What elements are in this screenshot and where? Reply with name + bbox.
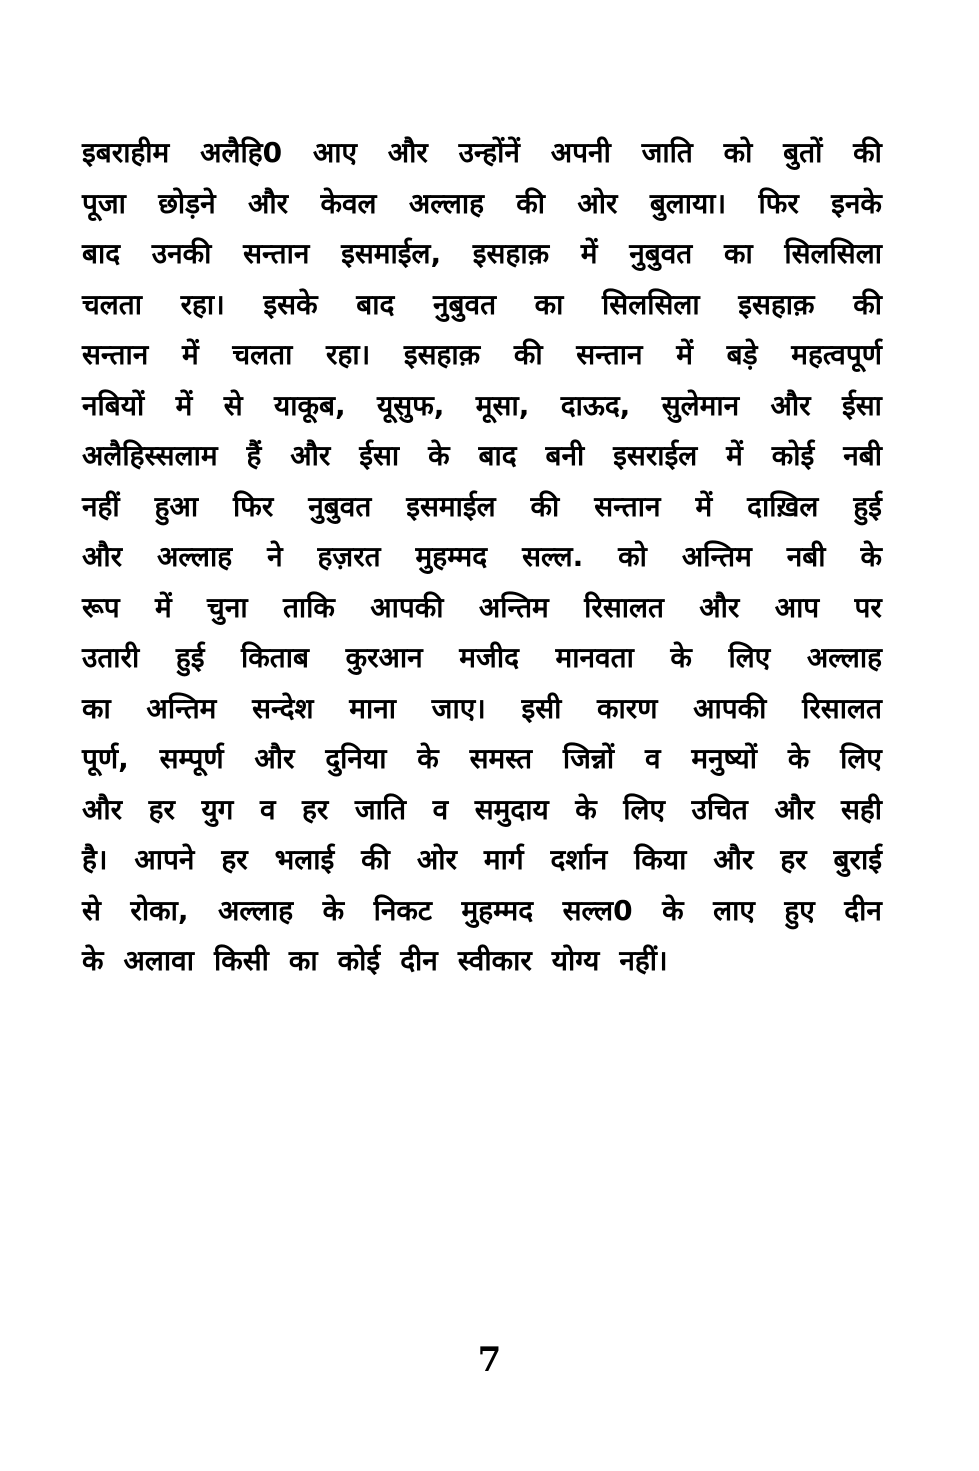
word: की	[516, 186, 546, 220]
word: कारण	[597, 691, 658, 725]
word: कोई	[771, 439, 815, 472]
word: समस्त	[469, 742, 533, 775]
text-line	[82, 179, 882, 230]
word: मजीद	[459, 641, 519, 674]
word: के	[322, 893, 345, 927]
word: बड़े	[726, 338, 758, 371]
word: और	[770, 388, 811, 422]
word: इसमाईल	[406, 489, 496, 523]
word: सन्तान	[576, 338, 643, 371]
word: अन्तिम	[681, 540, 752, 573]
word: में	[695, 489, 713, 523]
word: इसमाईल,	[341, 237, 442, 270]
word: पूर्ण,	[82, 742, 129, 775]
word: अल्लाह	[806, 641, 882, 674]
word: रहा।	[180, 287, 225, 321]
word: और	[699, 590, 740, 624]
text-line	[82, 633, 882, 684]
word: निकट	[373, 893, 433, 927]
word: व	[644, 742, 661, 775]
word: लिए	[728, 641, 771, 674]
word: चलता	[82, 287, 142, 321]
word: कोई	[337, 944, 381, 977]
word: नबी	[843, 439, 882, 472]
word: सन्देश	[252, 691, 314, 725]
word: इसहाक़	[738, 287, 815, 321]
text-line	[82, 381, 882, 432]
word: दीन	[400, 944, 438, 977]
word: अल्लाह	[408, 186, 484, 220]
word: हर	[780, 843, 807, 876]
text-line	[82, 835, 882, 886]
word: इसहाक़	[472, 237, 550, 270]
word: इबराहीम	[82, 136, 170, 169]
word: नबी	[786, 540, 826, 573]
word: चुना	[207, 590, 248, 624]
word: के	[82, 944, 104, 977]
word: के	[860, 540, 882, 573]
word: सन्तान	[594, 489, 661, 523]
word: नहीं	[82, 489, 120, 523]
word: आपने	[134, 843, 195, 876]
word: के	[670, 641, 692, 674]
word: इसके	[263, 287, 318, 321]
word: ताकि	[282, 590, 335, 624]
word: की	[361, 843, 390, 876]
word: अन्तिम	[478, 590, 549, 624]
word: मुहम्मद	[461, 893, 534, 927]
text-line	[82, 684, 882, 735]
word: रिसालत	[584, 590, 664, 624]
word: व	[432, 792, 449, 826]
word: अल्लाह	[218, 893, 294, 927]
word: जिन्नों	[562, 742, 615, 775]
word: याकूब,	[274, 388, 346, 422]
word: दाख़िल	[747, 489, 819, 523]
word: इसी	[521, 691, 562, 725]
text-line	[82, 785, 882, 836]
word: पूजा	[82, 186, 126, 220]
text-line	[82, 532, 882, 583]
word: नबियों	[82, 388, 145, 422]
word: उन्होंनें	[458, 136, 520, 169]
word: का	[82, 691, 111, 725]
word: फिर	[233, 489, 274, 523]
word: की	[853, 136, 882, 169]
word: कुरआन	[345, 641, 423, 674]
word: किताब	[241, 641, 310, 674]
word: अलैहि0	[200, 136, 283, 169]
text-line	[82, 229, 882, 280]
text-line	[82, 886, 882, 937]
word: जाति	[641, 136, 693, 169]
word: में	[726, 439, 743, 472]
word: इसहाक़	[403, 338, 481, 371]
word: दुनिया	[325, 742, 387, 775]
word: हुई	[175, 641, 205, 674]
word: स्वीकार	[457, 944, 532, 977]
word: ने	[267, 540, 283, 573]
word: ओर	[416, 843, 457, 876]
text-line	[82, 128, 882, 179]
word: सल्ल0	[562, 893, 633, 927]
word: हर	[221, 843, 248, 876]
word: रोका,	[130, 893, 189, 927]
word: सिलसिला	[602, 287, 700, 321]
word: बाद	[356, 287, 395, 321]
word: के	[787, 742, 810, 775]
word: चलता	[232, 338, 293, 371]
word: यूसुफ,	[377, 388, 445, 422]
word: पर	[854, 590, 882, 624]
word: सन्तान	[82, 338, 149, 371]
word: किसी	[213, 944, 269, 977]
word: अपनी	[550, 136, 611, 169]
word: लिए	[840, 742, 882, 775]
word: इसराईल	[613, 439, 698, 472]
text-line	[82, 431, 882, 482]
word: जाए।	[431, 691, 486, 725]
word: और	[387, 136, 428, 169]
word: में	[175, 388, 193, 422]
word: आए	[312, 136, 357, 169]
word: सुलेमान	[661, 388, 740, 422]
word: रिसालत	[802, 691, 882, 725]
word: दीन	[844, 893, 882, 927]
word: माना	[349, 691, 397, 725]
word: व	[259, 792, 276, 826]
word: बुतों	[783, 136, 823, 169]
word: के	[662, 893, 684, 927]
word: बुराई	[833, 843, 882, 876]
word: है।	[82, 843, 108, 876]
word: में	[154, 590, 172, 624]
word: हर	[148, 792, 175, 826]
word: और	[82, 540, 123, 573]
word: हुई	[853, 489, 882, 523]
text-line	[82, 482, 882, 533]
word: दर्शान	[550, 843, 608, 876]
word: भलाई	[274, 843, 335, 876]
word: छोड़ने	[158, 186, 216, 220]
word: रहा।	[326, 338, 371, 371]
word: मार्ग	[483, 843, 524, 876]
text-line	[82, 734, 882, 785]
word: और	[82, 792, 123, 826]
word: सिलसिला	[784, 237, 882, 270]
word: के	[417, 742, 439, 775]
word: केवल	[320, 186, 377, 220]
word: में	[676, 338, 693, 371]
word: को	[618, 540, 647, 573]
page-number: 7	[477, 1340, 502, 1380]
word: ईसा	[359, 439, 400, 472]
word: मुहम्मद	[415, 540, 488, 573]
word: सम्पूर्ण	[159, 742, 224, 775]
word: का	[723, 237, 753, 270]
word: हुए	[784, 893, 815, 927]
word: बनी	[545, 439, 585, 472]
word: युग	[201, 792, 234, 826]
word: का	[534, 287, 564, 321]
word: और	[248, 186, 289, 220]
word: से	[82, 893, 101, 927]
word: बाद	[82, 237, 121, 270]
word: आपकी	[693, 691, 767, 725]
text-line	[82, 330, 882, 381]
word: बाद	[478, 439, 517, 472]
word: उनकी	[151, 237, 212, 270]
word: महत्वपूर्ण	[791, 338, 882, 371]
word: अलैहिस्सलाम	[82, 439, 218, 472]
word: ओर	[577, 186, 618, 220]
text-line	[82, 583, 882, 634]
word: आप	[774, 590, 820, 624]
word: उचित	[691, 792, 748, 826]
word: को	[723, 136, 753, 169]
word: किया	[634, 843, 687, 876]
word: उतारी	[82, 641, 140, 674]
word: नुबुवत	[629, 237, 693, 270]
word: लिए	[623, 792, 665, 826]
word: ईसा	[841, 388, 882, 422]
text-line-last	[82, 936, 882, 987]
word: की	[513, 338, 543, 371]
word: नुबुवत	[308, 489, 372, 523]
word: के	[575, 792, 597, 826]
word: बुलाया।	[649, 186, 727, 220]
word: फिर	[758, 186, 799, 220]
word: में	[181, 338, 199, 371]
word: अलावा	[123, 944, 194, 977]
word: नुबुवत	[432, 287, 497, 321]
word: सल्ल.	[522, 540, 584, 573]
word: में	[580, 237, 598, 270]
text-line	[82, 280, 882, 331]
word: रूप	[82, 590, 120, 624]
word: मानवता	[555, 641, 634, 674]
word: सही	[840, 792, 882, 826]
word: इनके	[831, 186, 882, 220]
word: योग्य	[551, 944, 600, 977]
word: हुआ	[154, 489, 199, 523]
word: और	[774, 792, 815, 826]
word: जाति	[354, 792, 407, 826]
word: आपकी	[370, 590, 444, 624]
word: मूसा,	[475, 388, 530, 422]
word: और	[713, 843, 754, 876]
body-text	[82, 128, 882, 987]
word: का	[288, 944, 318, 977]
word: हर	[302, 792, 329, 826]
word: हैं	[246, 439, 262, 472]
word: से	[223, 388, 243, 422]
word: नहीं।	[619, 944, 668, 977]
word: दाऊद,	[560, 388, 631, 422]
word: और	[254, 742, 295, 775]
word: की	[853, 287, 882, 321]
word: की	[530, 489, 560, 523]
word: अल्लाह	[157, 540, 233, 573]
word: के	[428, 439, 450, 472]
word: हज़रत	[317, 540, 381, 573]
word: मनुष्यों	[691, 742, 758, 775]
word: लाए	[713, 893, 755, 927]
word: और	[290, 439, 331, 472]
word: अन्तिम	[146, 691, 217, 725]
word: समुदाय	[474, 792, 549, 826]
word: सन्तान	[243, 237, 310, 270]
